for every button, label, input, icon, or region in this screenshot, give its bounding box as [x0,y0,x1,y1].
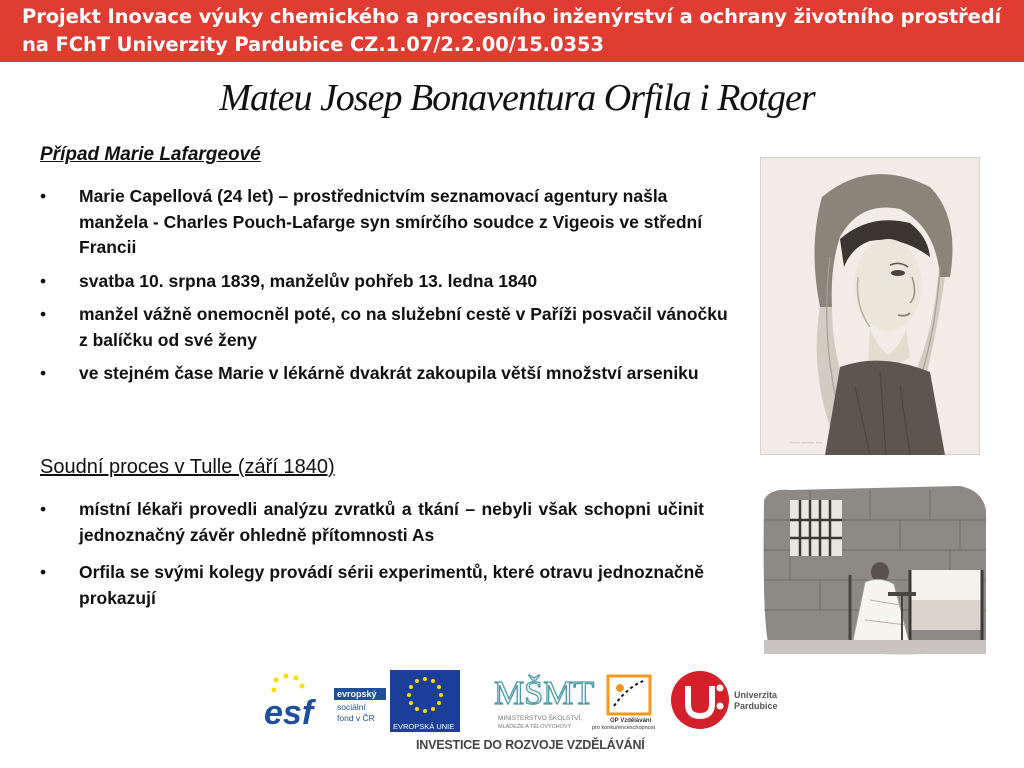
msmt-line1: MINISTERSTVO ŠKOLSTVÍ, [498,715,583,722]
list-item: • ve stejném čase Marie v lékárně dvakrát zakoupila větší množství arseniku [40,361,740,387]
project-banner [0,0,1024,62]
upce-line1: Univerzita [734,690,778,700]
list-item: • místní lékaři provedli analýzu zvratků a tkání – nebyli však schopni učinit jednoznačný závěr ohledně přítomnosti As [40,497,704,548]
esf-sub1: sociální [337,702,366,712]
prison-cell-image [760,480,990,660]
funding-logos [262,666,782,736]
msmt-logo-icon [494,674,594,730]
list-item: • Orfila se svými kolegy provádí sérii experimentů, které otravu jednoznačně prokazují [40,560,704,611]
eu-flag-icon [390,670,460,732]
slide-title: Mateu Josep Bonaventura Orfila i Rotger [219,77,815,119]
banner-line-2: na FChT Univerzity Pardubice CZ.1.07/2.2.00/15.0353 [22,33,604,56]
banner-line-1: Projekt Inovace výuky chemického a procesního inženýrství a ochrany životního prostředí [22,5,1002,28]
list-item: • Marie Capellová (24 let) – prostřednictvím seznamovací agentury našla manžela - Charles Pouch-Lafarge syn smírčího soudce z Vigeois ve střední Francii [40,184,740,261]
msmt-line2: MLÁDEŽE A TĚLOVÝCHOVY [498,724,572,730]
eu-label: EVROPSKÁ UNIE [393,722,455,731]
upce-line2: Pardubice [734,701,778,711]
list-item: • manžel vážně onemocněl poté, co na služební cestě v Paříži posvačil vánočku z balíčku od své ženy [40,302,740,353]
case-bullet-list [40,184,740,395]
portrait-marie-lafarge-image [760,157,980,455]
svg-text:esf: esf [264,694,314,732]
op-line2: pro konkurenceschopnost [592,725,655,731]
trial-bullet-list [40,497,704,623]
list-item: • svatba 10. srpna 1839, manželův pohřeb 13. ledna 1840 [40,269,740,295]
section-heading-case: Případ Marie Lafargeové [40,144,261,165]
upce-logo-icon [671,671,778,729]
op-vk-logo-icon [592,676,655,731]
section-heading-trial: Soudní proces v Tulle (září 1840) [40,456,335,478]
svg-text:~~~ ~~~~ ~~: ~~~ ~~~~ ~~ [790,441,823,447]
op-line1: OP Vzdělávání [610,718,652,724]
esf-sub2: fond v ČR [337,713,375,723]
esf-name: evropský [337,689,377,699]
footer-investment-caption: INVESTICE DO ROZVOJE VZDĚLÁVÁNÍ [416,738,645,752]
svg-text:MŠMT: MŠMT [494,675,595,712]
esf-logo-icon [264,670,386,732]
